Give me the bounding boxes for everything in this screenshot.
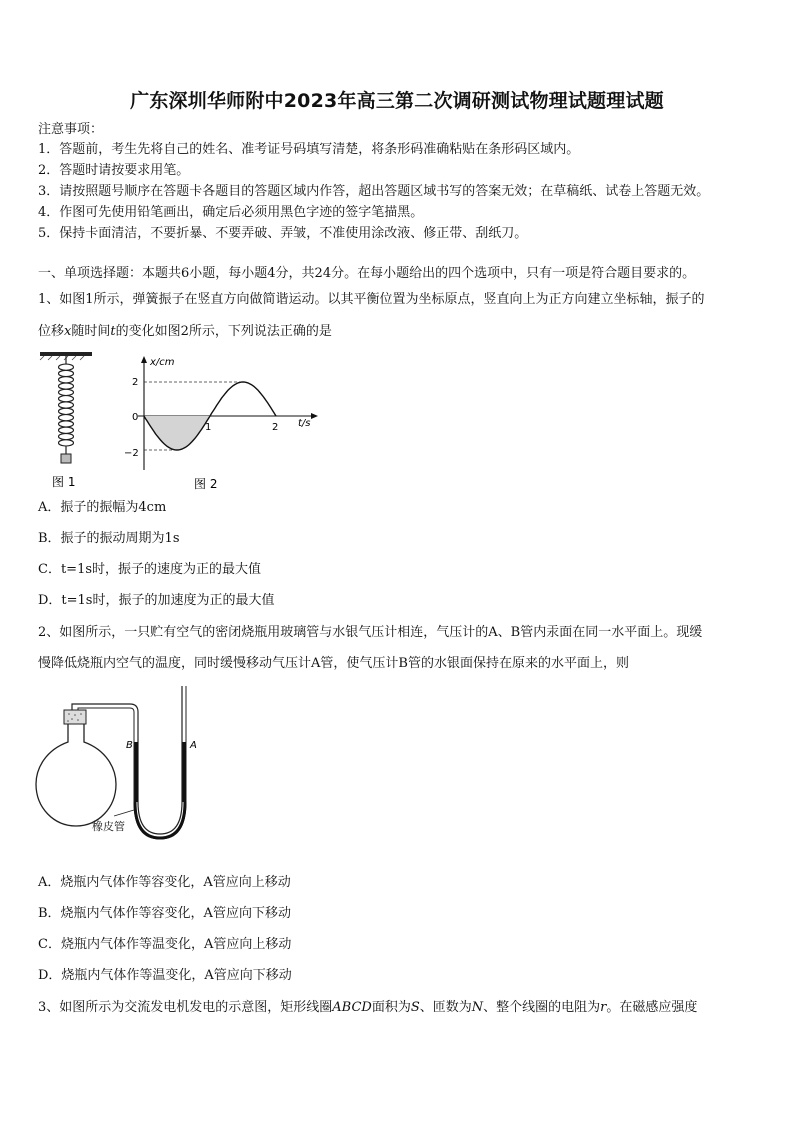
mercury-bottom — [135, 802, 185, 838]
q1-stem-line2 — [38, 324, 332, 340]
q2-stem-line1: 2、如图所示，一只贮有空气的密闭烧瓶用玻璃管与水银气压计相连，气压计的A、B管内汞面在同一水平面上。现缓 — [38, 625, 703, 640]
mercury-column-a — [182, 742, 186, 802]
ceiling-hatch — [40, 356, 84, 360]
y-tick-label: 2 — [132, 377, 139, 388]
q3-stem-line1 — [38, 1000, 697, 1016]
label-b: B — [126, 740, 133, 751]
q1-stem-line1: 1、如图1所示，弹簧振子在竖直方向做简谐运动。以其平衡位置为坐标原点，竖直向上为正方向建立坐标轴，振子的 — [38, 292, 705, 307]
section-heading: 一、单项选择题：本题共6小题，每小题4分，共24分。在每小题给出的四个选项中，只有一项是符合题目要求的。 — [38, 266, 696, 281]
q3-stem-text: 3、如图所示为交流发电机发电的示意图，矩形线圈 — [38, 1000, 333, 1015]
q1-stem-text: 随时间 — [71, 324, 111, 339]
q3-stem-text: 面积为 — [371, 1000, 411, 1015]
ceiling-support — [40, 352, 92, 356]
spring-coil — [59, 364, 74, 446]
q3-stem-text: 。在磁感应强度 — [606, 1000, 698, 1015]
oscillator-block — [61, 454, 71, 463]
figure-2-label: 图 2 — [194, 477, 218, 491]
glass-tube-inner — [78, 686, 186, 839]
x-tick-label: 1 — [205, 422, 212, 433]
notice-item: 3．请按照题号顺序在答题卡各题目的答题区域内作答，超出答题区域书写的答案无效；在草稿纸、试卷上答题无效。 — [38, 184, 710, 199]
spring-diagram — [36, 350, 96, 490]
notice-heading: 注意事项： — [38, 122, 104, 137]
stopper — [64, 710, 86, 724]
page-title: 广东深圳华师附中2023年高三第二次调研测试物理试题理试题 — [130, 90, 664, 112]
q1-stem-text: 的变化如图2所示，下列说法正确的是 — [115, 324, 332, 339]
var-r: r — [600, 1000, 607, 1015]
q2-option-d[interactable]: D．烧瓶内气体作等温变化，A管应向下移动 — [38, 968, 292, 983]
var-x: x — [64, 324, 72, 339]
q1-option-a[interactable]: A．振子的振幅为4cm — [38, 500, 167, 515]
y-axis-label: x/cm — [150, 357, 175, 368]
figure-1-label: 图 1 — [52, 475, 76, 489]
y-tick-label: 0 — [132, 412, 139, 423]
q2-option-b[interactable]: B．烧瓶内气体作等容变化，A管应向下移动 — [38, 906, 291, 921]
q2-option-a[interactable]: A．烧瓶内气体作等容变化，A管应向上移动 — [38, 875, 291, 890]
q2-option-c[interactable]: C．烧瓶内气体作等温变化，A管应向上移动 — [38, 937, 292, 952]
shaded-area — [144, 416, 210, 450]
mercury-column-b — [135, 742, 139, 802]
notice-item: 2．答题时请按要求用笔。 — [38, 163, 190, 178]
flask — [36, 724, 116, 826]
var-s: S — [410, 1000, 420, 1015]
x-axis-arrow — [311, 413, 318, 419]
q1-stem-text: 位移 — [38, 324, 65, 339]
q2-stem-line2: 慢降低烧瓶内空气的温度，同时缓慢移动气压计A管，使气压计B管的水银面保持在原来的水平面上，则 — [38, 656, 629, 671]
notice-item: 4．作图可先使用铅笔画出，确定后必须用黑色字迹的签字笔描黑。 — [38, 205, 424, 220]
notice-item: 1．答题前，考生先将自己的姓名、准考证号码填写清楚，将条形码准确粘贴在条形码区域内。 — [38, 142, 580, 157]
q1-option-d[interactable]: D．t=1s时，振子的加速度为正的最大值 — [38, 593, 275, 608]
var-abcd: ABCD — [332, 1000, 372, 1015]
q1-option-b[interactable]: B．振子的振动周期为1s — [38, 531, 180, 546]
label-rubber-tube: 橡皮管 — [92, 820, 125, 833]
xt-graph — [118, 352, 328, 492]
q1-option-c[interactable]: C．t=1s时，振子的速度为正的最大值 — [38, 562, 262, 577]
figure-2-graph — [118, 352, 328, 492]
figure-1-spring — [36, 350, 96, 490]
x-tick-label: 2 — [272, 422, 279, 433]
y-tick-label: −2 — [124, 448, 139, 459]
figure-flask-manometer — [34, 684, 214, 844]
q3-stem-text: 、匝数为 — [419, 1000, 472, 1015]
rubber-tube-pointer — [114, 810, 134, 816]
notice-item: 5．保持卡面清洁，不要折暴、不要弄破、弄皱，不准使用涂改液、修正带、刮纸刀。 — [38, 226, 528, 241]
x-axis-label: t/s — [298, 418, 311, 429]
q3-stem-text: 、整个线圈的电阻为 — [483, 1000, 601, 1015]
var-t: t — [110, 324, 116, 339]
var-n: N — [471, 1000, 484, 1015]
label-a: A — [190, 740, 197, 751]
y-axis-arrow — [141, 356, 147, 363]
